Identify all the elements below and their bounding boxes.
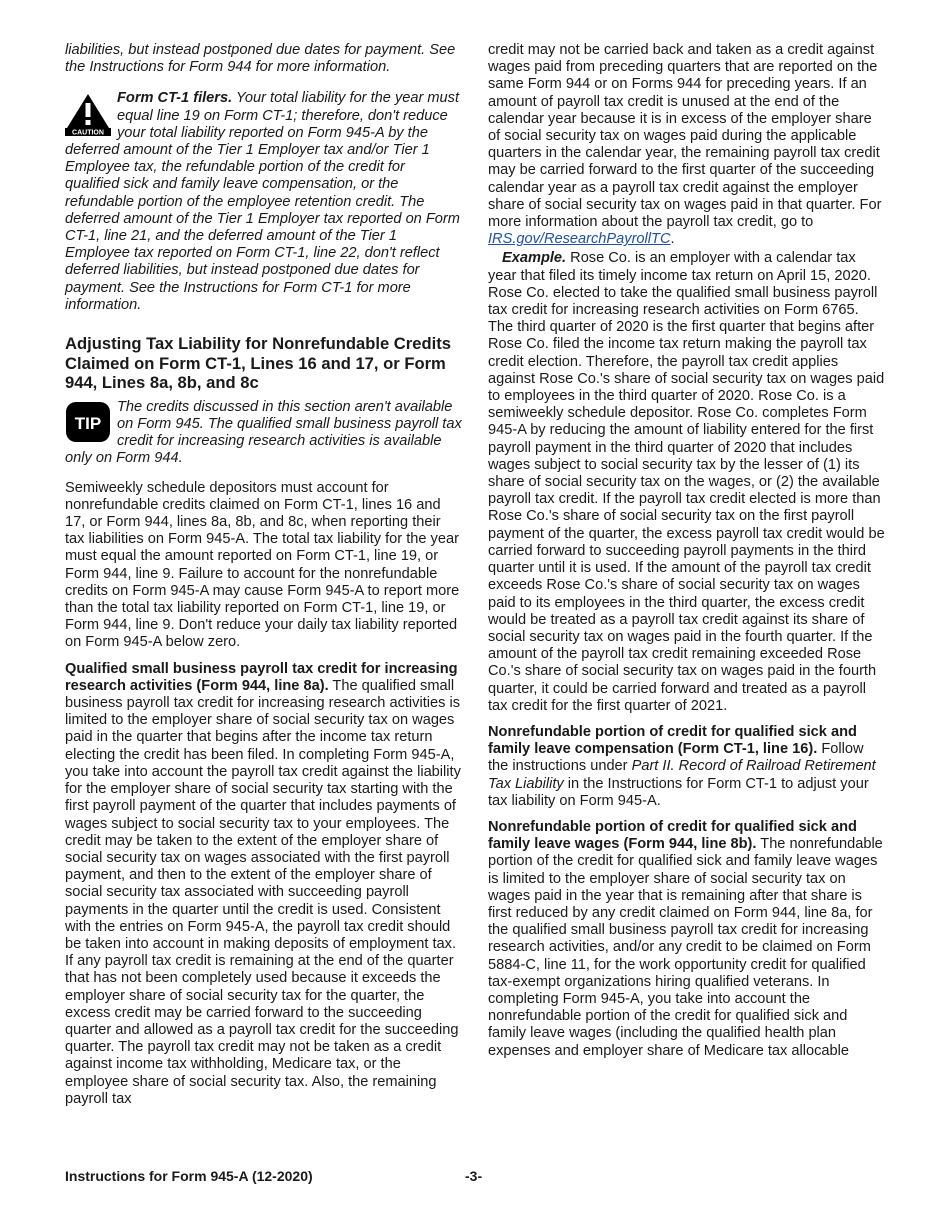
caution-icon — [65, 92, 111, 136]
tip-callout — [65, 399, 463, 468]
research-credit-head: Qualified small business payroll tax credit for increasing research activities (Form 944, line 8a). — [65, 660, 458, 694]
para-sick-leave-comp: Nonrefundable portion of credit for qualified sick and family leave compensation (Form CT-1, line 16). Follow the instructions under Part II. Record of Railroad Retirement Tax Liability in the Instructions for Form CT-1 to adjust your tax liability on Form 945-A. — [488, 723, 876, 809]
caution-icon-label: CAUTION — [72, 129, 104, 137]
section-heading: Adjusting Tax Liability for Nonrefundable Credits Claimed on Form CT-1, Lines 16 and 17, or Form 944, Lines 8a, 8b, and 8c — [65, 334, 451, 393]
page-number: -3- — [465, 1168, 483, 1184]
para-continuation: credit may not be carried back and taken as a credit against wages paid from preceding quarters that are reported on the same Form 944 or on Forms 944 for preceding years. If an amount of payroll tax credit is unused at the end of the calendar year because it is in excess of the employer share of social security tax on wages paid during the applicable quarters in the calendar year, the remaining payroll tax credit may be carried forward to the first quarter of the succeeding calendar year as a payroll tax credit against the employer share of social security tax on wages paid in that quarter. For more information about the payroll tax credit, go to IRS.gov/ResearchPayrollTC. — [488, 42, 882, 248]
caution-callout — [65, 90, 463, 314]
para-research-credit: Qualified small business payroll tax credit for increasing research activities (Form 944, line 8a). The qualified small business payroll tax credit for increasing research activities is limited to the employer share of social security tax on wages paid in the quarter that begins after the income tax return electing the credit has been filed. In completing Form 945-A, you take into account the payroll tax credit against the liability for the employer share of social security tax starting with the first payroll payment of the quarter that includes payments of wages subject to social security tax to your employees. The credit may be taken to the extent of the employer share of social security tax on wages associated with the first payroll payment, and then to the extent of the employer share of social security tax associated with succeeding payroll payments in the quarter until the credit is used. Consistent with the entries on Form 945-A, the payroll tax credit should be taken into account in making deposits of employment tax. If any payroll tax credit is remaining at the end of the quarter that has not been completely used because it exceeds the employer share of social security tax for the quarter, the excess credit may be carried forward to the succeeding quarter and allowed as a payroll tax credit for the succeeding quarter. The payroll tax credit may not be taken as a credit against income tax withholding, Medicare tax, or the employee share of social security tax. Also, the remaining payroll tax — [65, 660, 461, 1107]
tip-text: The credits discussed in this section aren't available on Form 945. The qualified small business payroll tax credit for increasing research activities is available only on Form 944. — [65, 398, 462, 467]
tip-icon — [65, 401, 111, 443]
tip-icon-label: TIP — [74, 413, 102, 433]
sick-leave-comp-head: Nonrefundable portion of credit for qualified sick and family leave compensation (Form CT-1, line 16). — [488, 723, 857, 758]
caution-lead: Form CT-1 filers. — [117, 90, 233, 107]
caution-text: Form CT-1 filers. Your total liability for the year must equal line 19 on Form CT-1; therefore, don't reduce your total liability reported on Form 945-A by the deferred amount of the Tier 1 Employer tax and/or Tier 1 Employee tax, the refundable portion of the credit for qualified sick and family leave compensation, or the refundable portion of the employee retention credit. The deferred amount of the Tier 1 Employer tax reported on Form CT-1, line 21, and the deferred amount of the Tier 1 Employee tax reported on Form CT-1, line 22, don't reflect deferred liabilities, but instead postponed due dates for payment. See the Instructions for Form CT-1 for more information. — [65, 90, 460, 313]
right-column — [488, 42, 886, 1060]
para-sick-leave-wages: Nonrefundable portion of credit for qualified sick and family leave wages (Form 944, line 8b). The nonrefundable portion of the credit for qualified sick and family leave wages is limited to the employer share of social security tax on wages paid in the year that is remaining after that share is first reduced by any credit claimed on Form 944, line 8a, for the qualified small business payroll tax credit for increasing research activities, and/or any credit to be claimed on Form 5884-C, line 11, for the work opportunity credit for qualified tax-exempt organizations hiring qualified veterans. In completing Form 945-A, you take into account the nonrefundable portion of the credit for qualified sick and family leave wages (including the qualified health plan expenses and employer share of Medicare tax allocable — [488, 818, 883, 1059]
research-payroll-link[interactable]: IRS.gov/ResearchPayrollTC — [488, 231, 671, 248]
left-column — [65, 42, 463, 1108]
example-head: Example. — [502, 250, 567, 267]
para-semiweekly: Semiweekly schedule depositors must account for nonrefundable credits claimed on Form CT-1, lines 16 and 17, or Form 944, lines 8a, 8b, and 8c, when reporting their tax liabilities on Form 945-A. The total tax liability for the year must equal the amount reported on Form CT-1, line 19, or Form 944, line 9. Failure to account for the nonrefundable credits on Form 945-A may cause Form 945-A to report more than the total tax liability reported on Form CT-1, line 19, or Form 944, line 9. Don't reduce your daily tax liability reported on Form 945-A below zero. — [65, 479, 460, 651]
para-example: Example. Rose Co. is an employer with a calendar tax year that filed its timely income tax return on April 15, 2020. Rose Co. elected to take the qualified small business payroll tax credit for increasing research activities on Form 6765. The third quarter of 2020 is the first quarter that begins after Rose Co. filed the income tax return making the payroll tax credit election. Therefore, the payroll tax credit applies against Rose Co.'s share of social security tax on wages paid to employees in the third quarter of 2020. Rose Co. is a semiweekly schedule depositor. Rose Co. completes Form 945-A by reducing the amount of liability entered for the first payroll payment in the third quarter of 2020 that includes wages subject to social security tax by the lesser of (1) its share of social security tax on the wages, or (2) the available payroll tax credit. If the payroll tax credit elected is more than Rose Co.'s share of social security tax on the first payroll payment of the quarter, the excess payroll tax credit would be carried forward to succeeding payroll payments in the third quarter until it is used. If the amount of the payroll tax credit exceeds Rose Co.'s share of social security tax on wages paid to its employees in the third quarter, the excess credit would be treated as a payroll tax credit against its share of social security tax on wages paid in the fourth quarter. If the amount of the payroll tax credit remaining exceeded Rose Co.'s share of social security tax on wages paid in the fourth quarter, it could be carried forward and treated as a payroll tax credit for the first quarter of 2021. — [488, 250, 885, 714]
footer-title: Instructions for Form 945-A (12-2020) — [65, 1168, 313, 1184]
sick-leave-wages-head: Nonrefundable portion of credit for qualified sick and family leave wages (Form 944, line 8b). — [488, 818, 857, 853]
intro-text: liabilities, but instead postponed due dates for payment. See the Instructions for Form 944 for more information. — [65, 42, 456, 76]
